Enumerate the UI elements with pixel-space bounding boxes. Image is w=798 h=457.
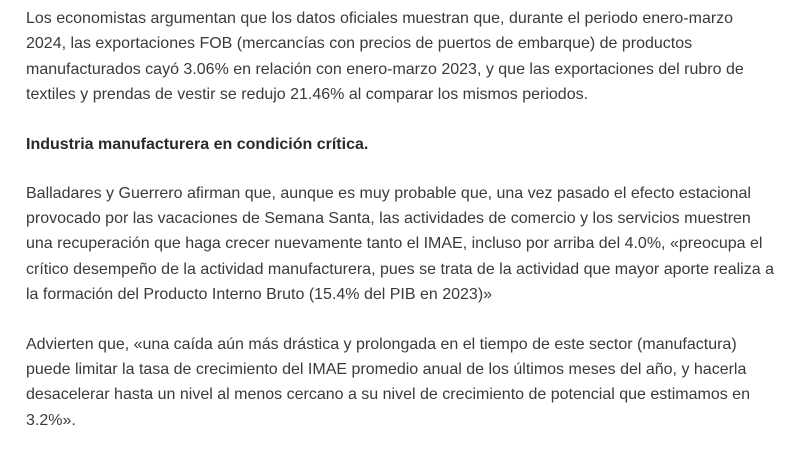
paragraph-line: provocado por las vacaciones de Semana Santa, las actividades de comercio y los servicios muestren <box>26 210 751 228</box>
paragraph-line: crítico desempeño de la actividad manufacturera, pues se trata de la actividad que mayor aporte realiza a <box>26 260 774 278</box>
paragraph-advierten <box>26 332 794 434</box>
paragraph-line: manufacturados cayó 3.06% en relación con enero-marzo 2023, y que las exportaciones del rubro de <box>26 60 744 78</box>
paragraph-line: puede limitar la tasa de crecimiento del IMAE promedio anual de los últimos meses del año, y hacerla <box>26 361 747 379</box>
paragraph-line: Advierten que, «una caída aún más drástica y prolongada en el tiempo de este sector (manufactura) <box>26 335 737 353</box>
article-body <box>26 6 794 457</box>
paragraph-line: 3.2%». <box>26 411 76 429</box>
paragraph-line: Los economistas argumentan que los datos oficiales muestran que, durante el periodo enero-marzo <box>26 10 734 27</box>
paragraph-exports <box>26 6 794 108</box>
paragraph-balladares-guerrero <box>26 181 794 308</box>
paragraph-line: textiles y prendas de vestir se redujo 21.46% al comparar los mismos periodos. <box>26 86 589 104</box>
paragraph-line: Balladares y Guerrero afirman que, aunque es muy probable que, una vez pasado el efecto estacional <box>26 184 751 202</box>
paragraph-line: la formación del Producto Interno Bruto (15.4% del PIB en 2023)» <box>26 286 493 304</box>
paragraph-line: 2024, las exportaciones FOB (mercancías con precios de puertos de embarque) de productos <box>26 35 693 53</box>
paragraph-line: una recuperación que haga crecer nuevamente tanto el IMAE, incluso por arriba del 4.0%, «preocupa el <box>26 235 763 253</box>
paragraph-line: desacelerar hasta un nivel al menos cercano a su nivel de crecimiento de potencial que estimamos en <box>26 386 750 404</box>
section-heading: Industria manufacturera en condición crítica. <box>26 135 369 153</box>
